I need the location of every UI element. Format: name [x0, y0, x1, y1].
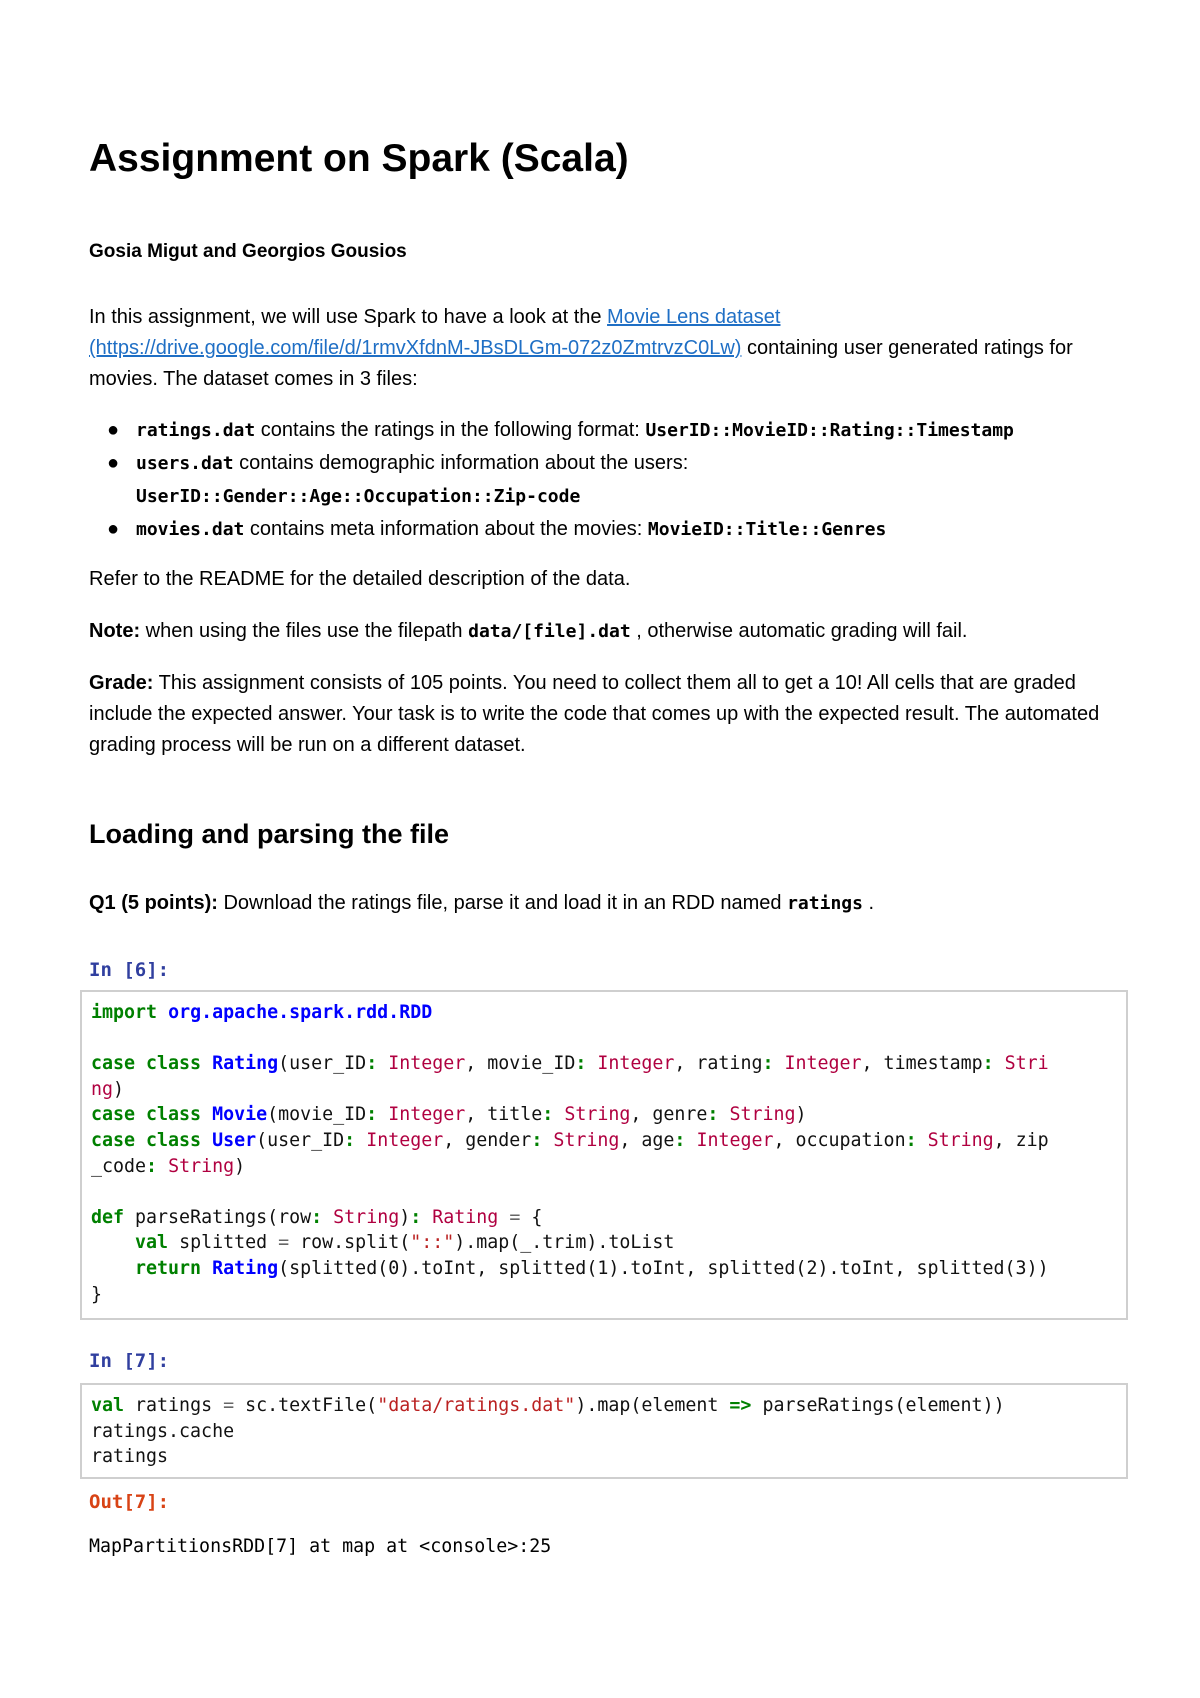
list-item: [89, 414, 1129, 447]
intro-text-before: In this assignment, we will use Spark to have a look at the: [89, 306, 608, 328]
dataset-link[interactable]: Movie Lens dataset: [607, 306, 781, 328]
file-description: contains demographic information about the users:: [233, 452, 689, 474]
file-format: UserID::MovieID::Rating::Timestamp: [645, 420, 1014, 441]
grade-label: Grade:: [89, 672, 154, 694]
question-tail: .: [862, 892, 875, 914]
question-label: Q1 (5 points):: [89, 892, 218, 914]
file-description: contains meta information about the movies:: [244, 518, 648, 540]
note-text-before: when using the files use the filepath: [140, 620, 469, 642]
file-list: [89, 414, 1129, 546]
grade-paragraph: [89, 668, 1129, 761]
file-name: users.dat: [136, 453, 234, 474]
code-cell[interactable]: import org.apache.spark.rdd.RDD case class Rating(user_ID: Integer, movie_ID: Integer, rating: Integer, timestamp: Stri ng) case class Movie(movie_ID: Integer, title: String, genre: String) case class User(user_ID: Integer, gender: String, age: Integer, occupation: String, zip _code: String) def parseRatings(row: String): Rating = { val splitted = row.split("::").map(_.trim).toList return Rating(splitted(0).toInt, splitted(1).toInt, splitted(2).toInt, splitted(3)) }: [80, 990, 1128, 1320]
intro-text-after: containing user generated ratings for movies. The dataset comes in 3 files:: [89, 337, 1073, 390]
question-text: Download the ratings file, parse it and load it in an RDD named: [217, 892, 788, 914]
bullet-icon: ●: [107, 452, 120, 474]
bullet-icon: ●: [107, 518, 120, 540]
file-format: MovieID::Title::Genres: [647, 519, 887, 540]
note-label: Note:: [89, 620, 141, 642]
file-format: UserID::Gender::Age::Occupation::Zip-code: [136, 486, 581, 507]
authors: Gosia Migut and Georgios Gousios: [89, 241, 407, 262]
dataset-url-link[interactable]: (https://drive.google.com/file/d/1rmvXfdnM-JBsDLGm-072z0ZmtrvzC0Lw): [89, 337, 742, 359]
list-item: [89, 447, 1129, 513]
cell-output-prompt: Out[7]:: [89, 1491, 170, 1513]
filepath-note: [89, 616, 1129, 647]
page-title: Assignment on Spark (Scala): [89, 137, 629, 180]
cell-input-prompt: In [6]:: [89, 959, 170, 981]
section-title: Loading and parsing the file: [89, 819, 450, 849]
question-1: [89, 888, 1129, 919]
note-code: data/[file].dat: [468, 621, 631, 642]
note-text-after: , otherwise automatic grading will fail.: [630, 620, 968, 642]
file-description: contains the ratings in the following format:: [255, 419, 646, 441]
cell-output: MapPartitionsRDD[7] at map at <console>:25: [89, 1536, 552, 1557]
grade-text: This assignment consists of 105 points. You need to collect them all to get a 10! All cells that are graded include the expected answer. Your task is to write the code that comes up with the expected result. The automated grading process will be run on a different dataset.: [89, 672, 1100, 756]
list-item: [89, 513, 1129, 546]
cell-input-prompt: In [7]:: [89, 1350, 170, 1372]
bullet-icon: ●: [107, 419, 120, 441]
file-name: ratings.dat: [136, 420, 256, 441]
readme-note: Refer to the README for the detailed description of the data.: [89, 568, 631, 590]
question-code: ratings: [787, 893, 863, 914]
intro-paragraph: [89, 302, 1129, 395]
code-cell[interactable]: val ratings = sc.textFile("data/ratings.dat").map(element => parseRatings(element)) ratings.cache ratings: [80, 1383, 1128, 1479]
file-name: movies.dat: [136, 519, 245, 540]
